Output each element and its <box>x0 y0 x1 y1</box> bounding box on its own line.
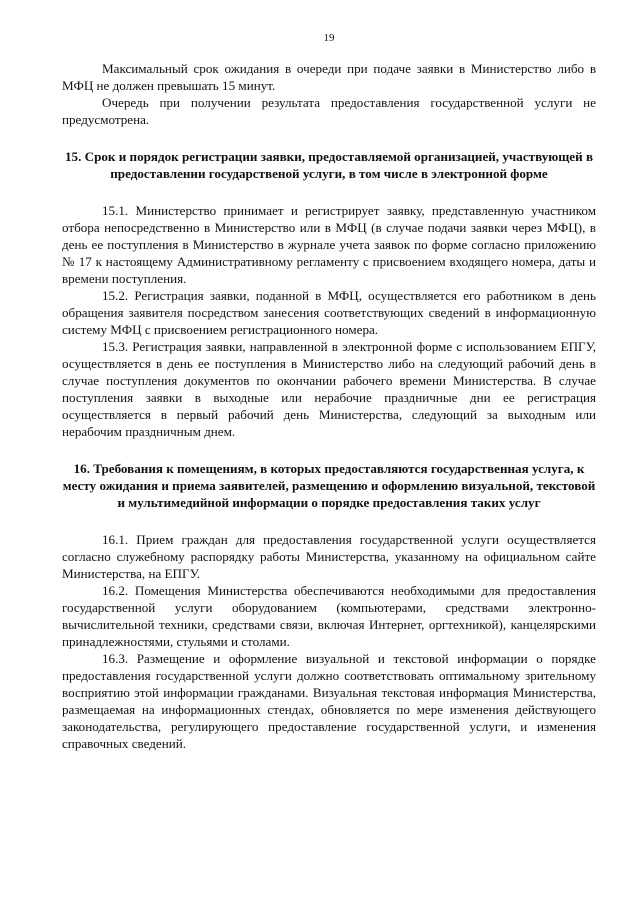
paragraph-15-1: 15.1. Министерство принимает и регистрирует заявку, представленную участником отбора непосредственно в Министерство или в МФЦ (в случае подачи заявки через МФЦ), в день ее поступления в Министерство в журнале учета заявок по форме согласно приложению № 17 к настоящему Административному регламенту с присвоением входящего номера, даты и времени поступления. <box>62 203 596 286</box>
paragraph-16-2: 16.2. Помещения Министерства обеспечиваются необходимыми для предоставления государственной услуги оборудованием (компьютерами, средствами электронно-вычислительной техники, средствами связи, включая Интернет, оргтехникой), канцелярскими принадлежностями, стульями и столами. <box>62 583 596 649</box>
paragraph-15-2: 15.2. Регистрация заявки, поданной в МФЦ, осуществляется его работником в день обращения заявителя посредством занесения соответствующих сведений в информационную систему МФЦ с присвоением регистрационного номера. <box>62 288 596 337</box>
intro-paragraph-2: Очередь при получении результата предоставления государственной услуги не предусмотрена. <box>62 95 596 127</box>
section-16-heading: 16. Требования к помещениям, в которых предоставляются государственная услуга, к месту ожидания и приема заявителей, размещению и оформлению визуальной, текстовой и мультимедийной информации о порядке предоставления таких услуг <box>62 461 596 510</box>
intro-paragraph-1: Максимальный срок ожидания в очереди при подаче заявки в Министерство либо в МФЦ не должен превышать 15 минут. <box>62 61 596 93</box>
page-number: 19 <box>323 32 335 44</box>
paragraph-15-3: 15.3. Регистрация заявки, направленной в электронной форме с использованием ЕПГУ, осуществляется в день ее поступления в Министерство либо на следующий рабочий день в случае поступления документов по окончании рабочего времени Министерства. В случае поступления заявки в выходные или нерабочие праздничные дни ее регистрация осуществляется в первый рабочий день Министерства, следующий за выходным или нерабочим праздничным днем. <box>62 339 596 439</box>
paragraph-16-1: 16.1. Прием граждан для предоставления государственной услуги осуществляется согласно служебному распорядку работы Министерства, указанному на официальном сайте Министерства, на ЕПГУ. <box>62 532 596 581</box>
section-15-heading: 15. Срок и порядок регистрации заявки, предоставляемой организацией, участвующей в предоставлении государственой услуги, в том числе в электронной форме <box>64 149 594 181</box>
paragraph-16-3: 16.3. Размещение и оформление визуальной и текстовой информации о порядке предоставления государственной услуги должно соответствовать оптимальному зрительному восприятию этой информации гражданами. Визуальная текстовая информация Министерства, размещаемая на информационных стендах, обновляется по мере изменения действующего законодательства, регулирующего предоставление государственной услуги, и изменения справочных сведений. <box>62 651 596 751</box>
